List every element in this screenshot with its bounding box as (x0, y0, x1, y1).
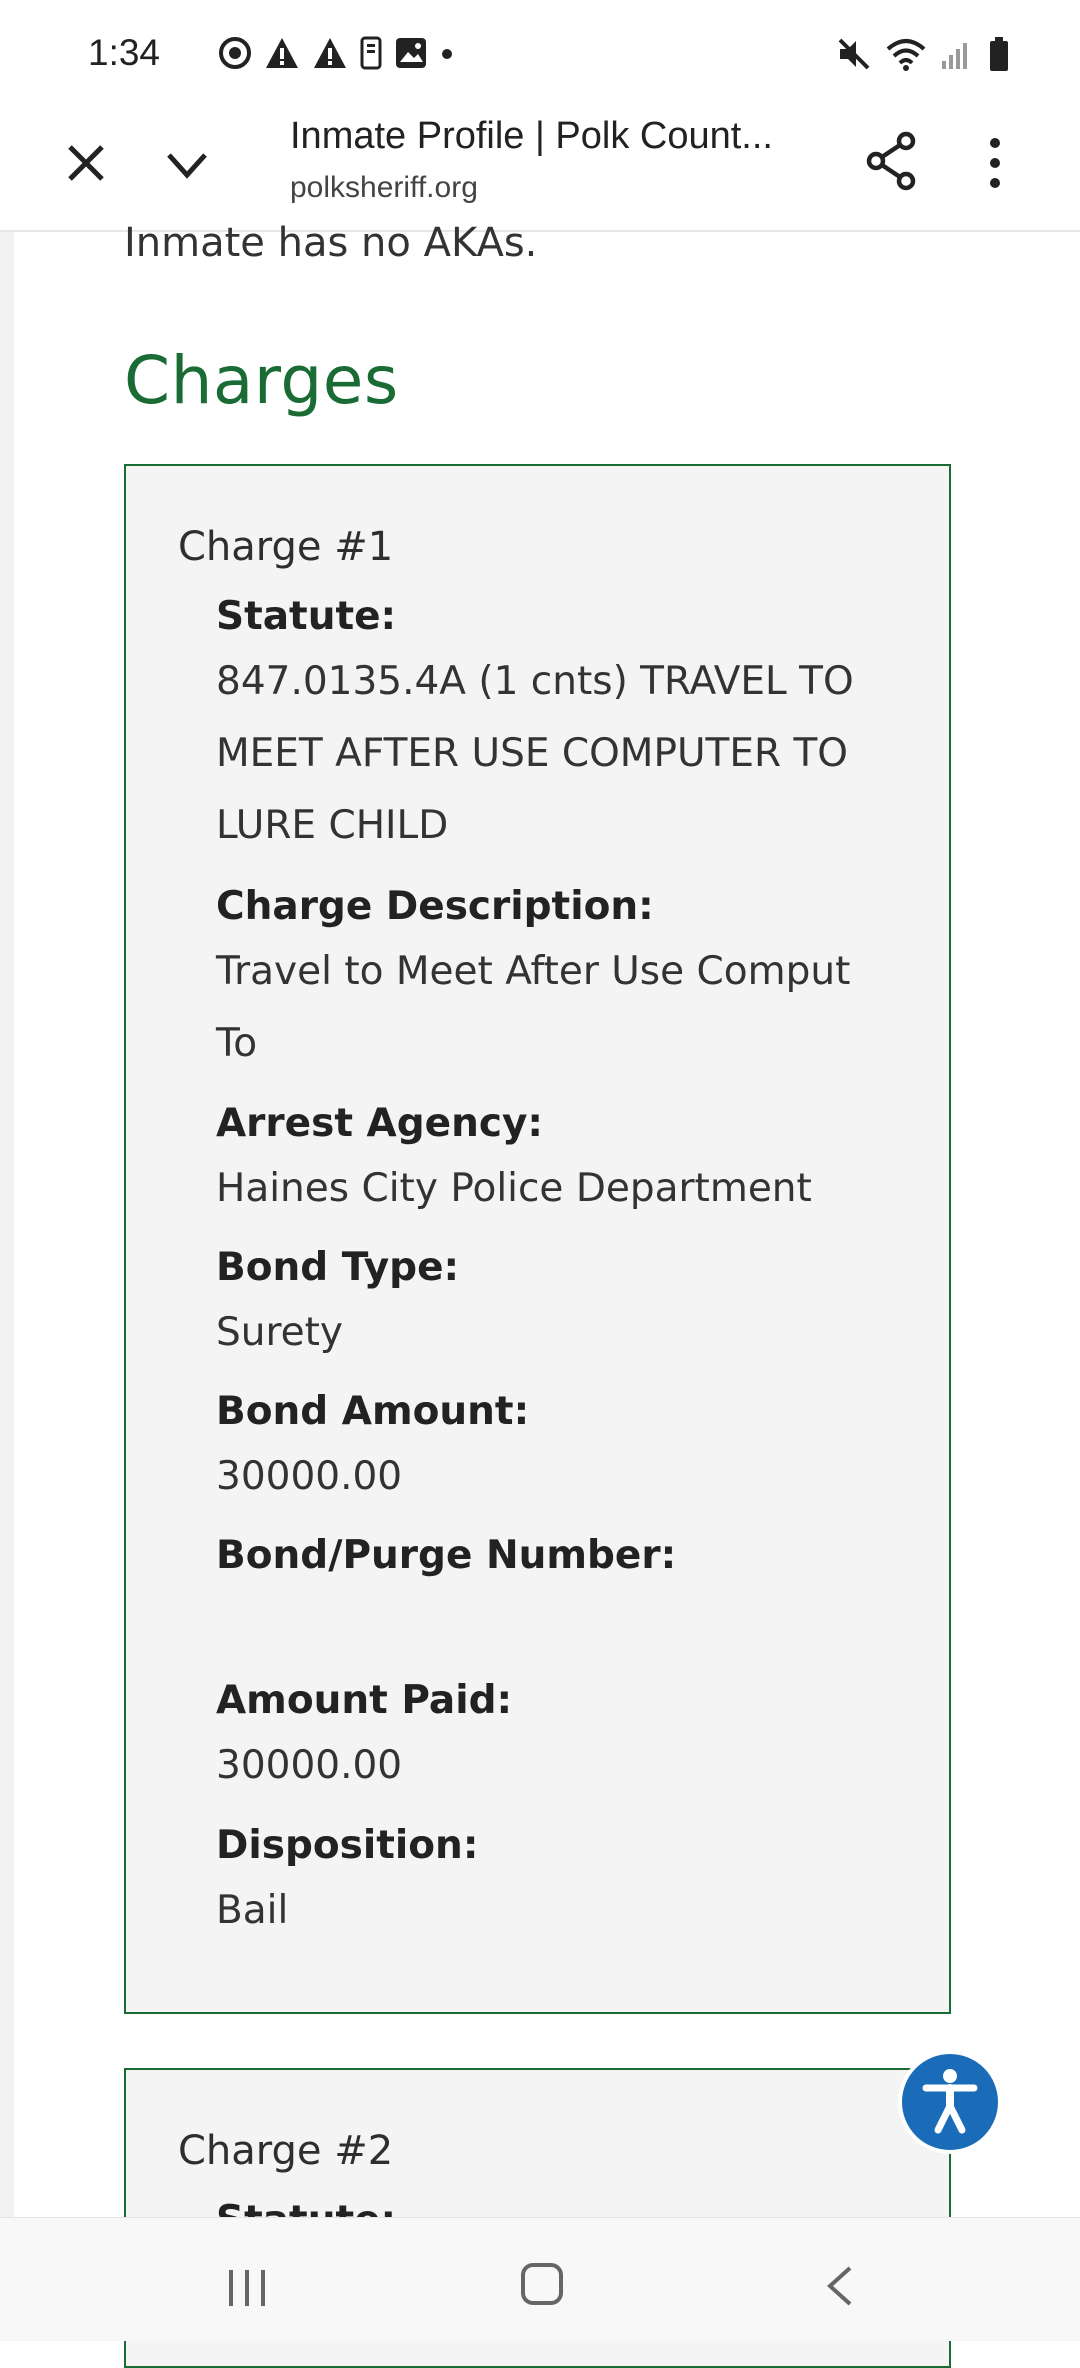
status-bar (0, 0, 1080, 115)
bond-type-value: Surety (216, 1310, 344, 1355)
home-icon[interactable] (520, 2262, 564, 2306)
charge-title: Charge #1 (178, 524, 394, 570)
amount-paid-value: 30000.00 (216, 1743, 403, 1788)
disposition-label: Disposition: (216, 1823, 479, 1868)
statute-value: 847.0135.4A (1 cnts) TRAVEL TO MEET AFTER USE COMPUTER TO LURE CHILD (216, 659, 854, 848)
back-icon[interactable] (822, 2264, 858, 2308)
image-icon (394, 36, 428, 70)
page-content (0, 220, 1080, 2217)
more-options-icon[interactable] (980, 133, 1010, 193)
wifi-icon (886, 37, 926, 71)
accessibility-button[interactable] (898, 2050, 1002, 2154)
system-icons (836, 36, 1010, 72)
share-icon[interactable] (866, 131, 918, 191)
aka-text: Inmate has no AKAs. (124, 220, 538, 266)
arrest-agency-label: Arrest Agency: (216, 1101, 543, 1146)
warning-icon (312, 36, 348, 70)
warning-icon (264, 36, 300, 70)
bond-amount-value: 30000.00 (216, 1454, 403, 1499)
close-icon[interactable] (62, 139, 110, 187)
browser-toolbar (0, 115, 1080, 232)
recent-apps-icon[interactable] (225, 2268, 269, 2308)
navigation-bar (0, 2217, 1080, 2341)
charges-heading: Charges (124, 342, 399, 419)
page-title[interactable]: Inmate Profile | Polk Count... (290, 115, 773, 157)
charge-description-label: Charge Description: (216, 884, 654, 929)
bond-type-label: Bond Type: (216, 1245, 460, 1290)
accessibility-icon (902, 2054, 998, 2150)
status-time: 1:34 (88, 32, 161, 73)
dot-icon (440, 36, 454, 70)
amount-paid-label: Amount Paid: (216, 1678, 513, 1723)
arrest-agency-value: Haines City Police Department (216, 1166, 812, 1211)
charge-card (124, 464, 951, 2014)
bond-purge-number-label: Bond/Purge Number: (216, 1533, 677, 1578)
charge-description-value: Travel to Meet After Use Comput To (216, 949, 851, 1066)
app-icon (218, 36, 252, 70)
notification-icons (218, 36, 454, 70)
battery-icon (988, 36, 1010, 72)
page-url[interactable]: polksheriff.org (290, 171, 478, 204)
disposition-value: Bail (216, 1888, 289, 1933)
charge-title: Charge #2 (178, 2128, 394, 2174)
bond-amount-label: Bond Amount: (216, 1389, 530, 1434)
statute-label: Statute: (216, 594, 397, 639)
phone-icon (360, 36, 382, 70)
chevron-down-icon[interactable] (163, 145, 211, 185)
signal-icon (940, 37, 974, 71)
mute-icon (836, 36, 872, 72)
